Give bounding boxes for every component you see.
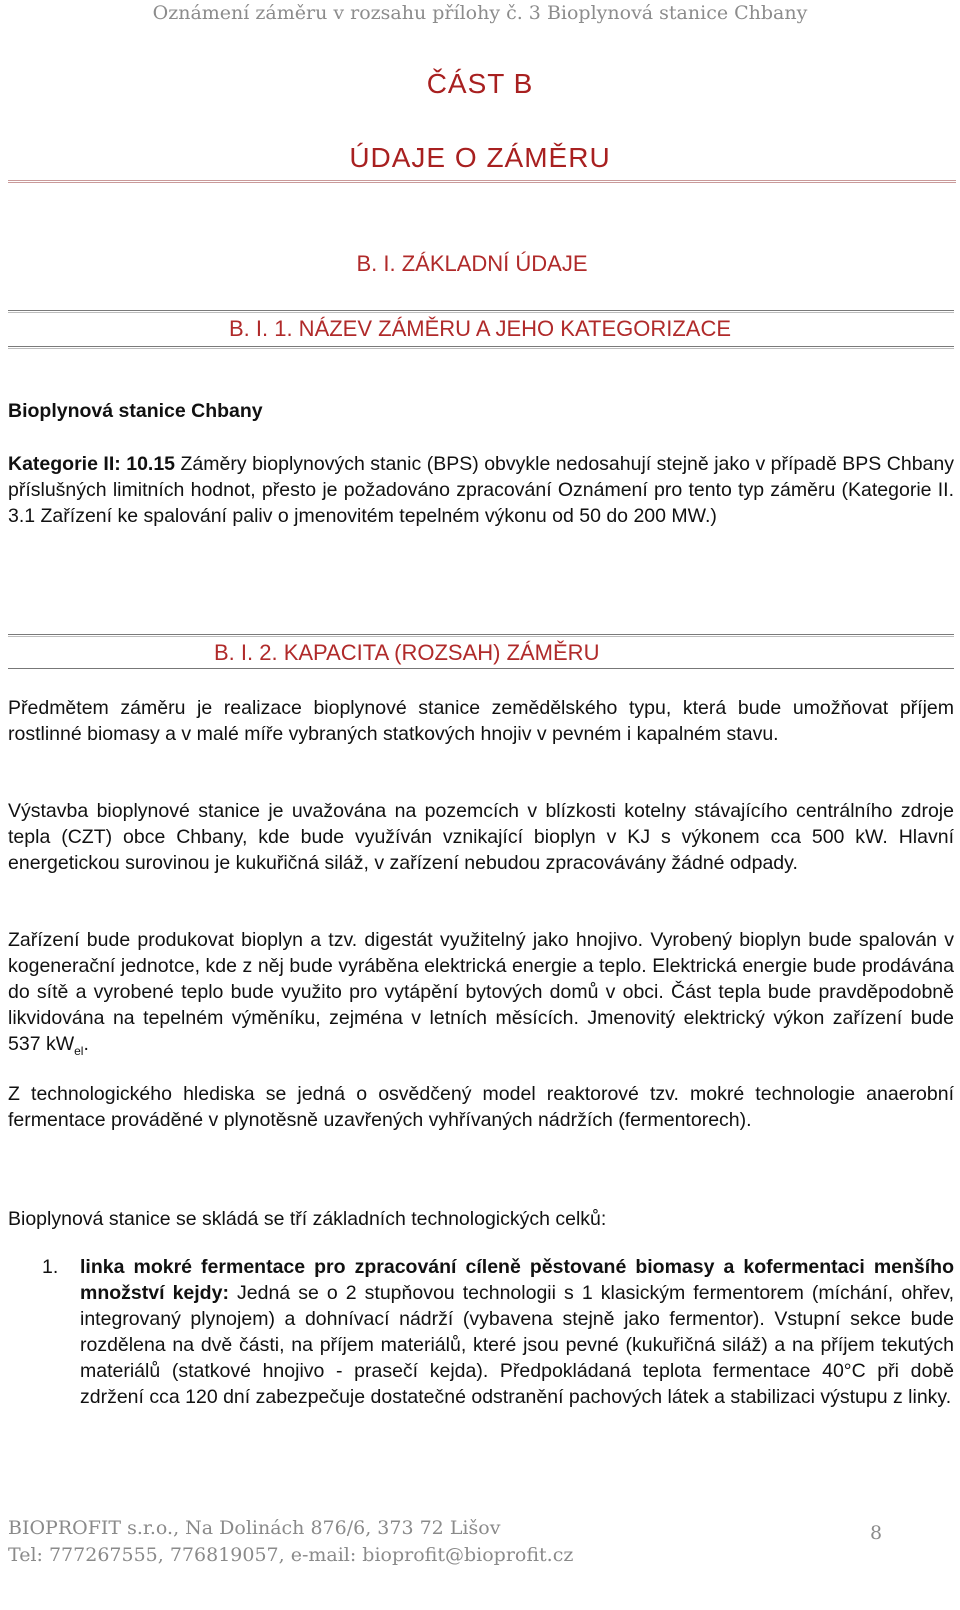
section-heading-capacity: B. I. 2. KAPACITA (ROZSAH) ZÁMĚRU <box>214 640 600 665</box>
part-divider <box>8 180 956 183</box>
list-item-heading: linka mokré fermentace pro zpracování cíleně pěstované biomasy a kofermentaci menšího množství kejdy: <box>80 1256 954 1304</box>
list-item-number: 1. <box>42 1256 59 1278</box>
part-subtitle: ÚDAJE O ZÁMĚRU <box>349 142 611 173</box>
list-item <box>80 1254 954 1410</box>
paragraph-subject: Předmětem záměru je realizace bioplynové stanice zemědělského typu, která bude umožňovat příjem rostlinné biomasy a v malé míře vybraných statkových hnojiv v pevném i kapalném stavu. <box>8 697 954 745</box>
page-number: 8 <box>870 1522 883 1544</box>
paragraph-construction: Výstavba bioplynové stanice je uvažována na pozemcích v blízkosti kotelny stávajícího centrálního zdroje tepla (CZT) obce Chbany, kde bude využíván vznikající bioplyn v KJ s výkonem cca 500 kW. Hlavní energetickou surovinou je kukuřičná siláž, v zařízení nebudou zpracovávány žádné odpady. <box>8 800 954 874</box>
list-item-text: Jedná se o 2 stupňovou technologii s 1 klasickým fermentorem (míchání, ohřev, integrovaný plynojem) a dohnívací nádrží (vybavena stejně jako fermentor). Vstupní sekce bude rozdělena na dvě části, na příjem materiálů, které jsou pevné (kukuřičná siláž) a na příjem tekutých materiálů (statkové hnojivo - prasečí kejda). Předpokládaná teplota fermentace 40°C při době zdržení cca 120 dní zabezpečuje dostatečné odstranění pachových látek a stabilizaci výstupu z linky. <box>80 1282 954 1408</box>
capacity-divider-bottom <box>8 668 954 669</box>
footer-company: BIOPROFIT s.r.o., Na Dolinách 876/6, 373 72 Lišov <box>8 1517 501 1539</box>
part-title: ČÁST B <box>426 68 534 99</box>
category-text: Záměry bioplynových stanic (BPS) obvykle nedosahují stejně jako v případě BPS Chbany příslušných limitních hodnot, přesto je požadováno zpracování Oznámení pro tento typ záměru (Kategorie II. 3.1 Zařízení ke spalování paliv o jmenovitém tepelném výkonu od 50 do 200 MW.) <box>8 453 954 527</box>
capacity-divider-top <box>8 634 954 637</box>
paragraph-technology: Z technologického hlediska se jedná o osvědčený model reaktorové tzv. mokré technologie anaerobní fermentace prováděné v plynotěsně uzavřených vyhřívaných nádržích (fermentorech). <box>8 1083 954 1131</box>
project-name: Bioplynová stanice Chbany <box>8 400 263 422</box>
category-label: Kategorie II: 10.15 <box>8 453 176 475</box>
section-heading-basic-data: B. I. ZÁKLADNÍ ÚDAJE <box>356 251 588 276</box>
section-divider-bottom <box>8 346 954 349</box>
section-divider-top <box>8 310 954 313</box>
production-unit-subscript: el <box>74 1043 84 1058</box>
production-end: . <box>83 1033 89 1055</box>
footer-contact: Tel: 777267555, 776819057, e-mail: bioprofit@bioprofit.cz <box>8 1544 574 1566</box>
project-category <box>8 451 954 529</box>
running-header: Oznámení záměru v rozsahu přílohy č. 3 Bioplynová stanice Chbany <box>152 2 808 24</box>
section-heading-name-category: B. I. 1. NÁZEV ZÁMĚRU A JEHO KATEGORIZACE <box>228 316 732 341</box>
production-text: Zařízení bude produkovat bioplyn a tzv. digestát využitelný jako hnojivo. Vyrobený bioplyn bude spalován v kogenerační jednotce, kde z něj bude vyráběna elektrická energie a teplo. Elektrická energie bude prodávána do sítě a vyrobené teplo bude využito pro vytápění bytových domů v obci. Část tepla bude pravděpodobně likvidována na tepelném výměníku, zejména v letních měsících. Jmenovitý elektrický výkon zařízení bude 537 kW <box>8 929 954 1055</box>
paragraph-units-intro: Bioplynová stanice se skládá se tří základních technologických celků: <box>8 1208 607 1230</box>
paragraph-production <box>8 927 954 1064</box>
